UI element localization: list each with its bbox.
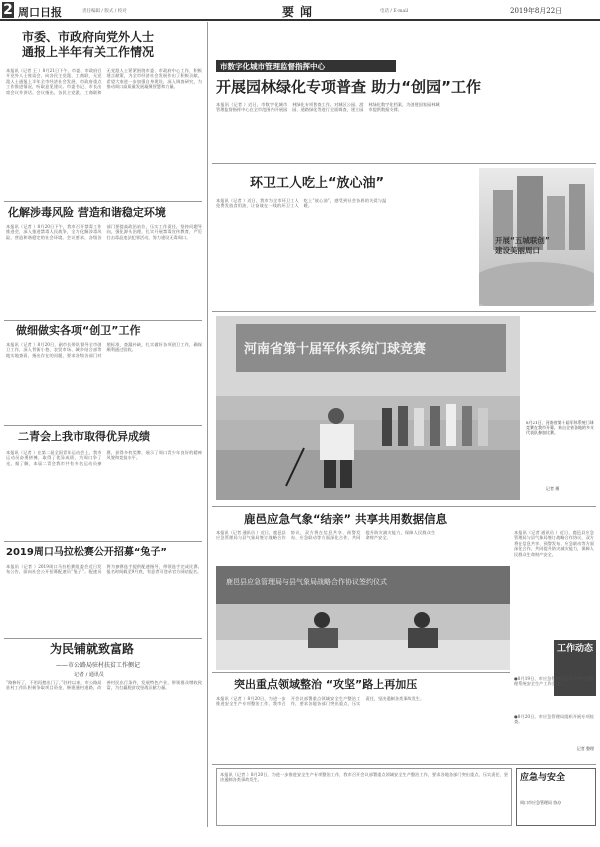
divider [4,320,202,321]
bottom-headline: 突出重点领域整治 “攻坚”路上再加压 [234,678,418,691]
main-headline: 开展园林绿化专项普查 助力“创园”工作 [216,78,481,96]
article6-headline: 为民铺就致富路 [50,642,135,656]
editor-line: 责任编辑 / 版式 / 校对 [82,9,127,14]
divider [4,425,202,426]
divider [212,764,596,765]
article2-headline: 化解涉毒风险 营造和谐稳定环境 [8,206,166,219]
section-title: 要闻 [282,5,319,19]
campaign-banner [479,168,594,306]
divider [4,638,202,639]
work-news-title: 工作动态 [556,644,593,654]
article6-subheadline: ——市公路局驻村扶贫工作侧记 [56,662,141,669]
campaign-banner-text: 开展“五城联创” 建设美丽周口 [495,236,550,255]
article6-body: “路修好了，不用再愁出门了。”驻村以来，市公路局驻村工作队积极争取项目资金，修建通村道路，改善村民出行条件，发展特色产业，带领群众增收致富，为打赢脱贫攻坚战贡献力量。 [6,680,202,691]
luyi-body-right: 本报讯（记者 通讯员 ）近日，鹿邑县应急管理局与县气象局签订战略合作协议，双方将在信息共享、预警发布、应急联动等方面深化合作，共同提升防灾减灾能力，保障人民群众生命财产安全。 [514,530,594,557]
sanitation-body: 本报讯（记者 ）近日，我市为全市环卫工人免费发放食用油，让奋战在一线的环卫工人吃上“放心油”，感受到社会各界的关爱与温暖。 [216,198,387,209]
divider [212,672,510,673]
footer-note: 本报讯（记者 ）8月20日，为进一步推进安全生产专项整治工作，我市召开会议部署重点领域安全生产整治工作，要求各地各部门突出重点，压实责任，坚决遏制各类事故发生。 [220,772,508,783]
article3-headline: 做细做实各项“创卫”工作 [16,324,141,337]
safety-kicker: 应急与安全 [520,773,566,783]
article5-body: 本报讯（记者 ）2019周口马拉松赛组委会近日发布公告，面向社会公开招募配速员“兔子”。配速员将为参赛选手提供配速指导，带领选手完成比赛。报名时间截至9月底，有意者可登录官方网站报名。 [6,564,202,575]
divider [212,311,596,312]
kicker: 市数字化城市管理监督指挥中心 [220,62,325,71]
issue-date: 2019年8月22日 [510,7,563,15]
article4-headline: 二青会上我市取得优异成绩 [18,430,150,443]
work-news-item-2: ●8月20日，市应急管理局组织开展专项检查。 [514,714,594,725]
masthead-rule [0,19,600,21]
article5-headline: 2019周口马拉松赛公开招募“兔子” [6,547,167,558]
luyi-headline: 鹿邑应急气象“结亲” 共享共用数据信息 [244,512,448,526]
article2-body: 本报讯（记者 ）8月20日下午，我市召开禁毒工作推进会，深入推进禁毒人民战争，全力化解涉毒风险，营造和谐稳定的社会环境。会议要求，各级各部门要提高政治站位，压实工作责任，坚持问题导向，强化源头治理，扎实开展禁毒宣传教育，严厉打击毒品违法犯罪活动，努力建设无毒周口。 [6,224,202,240]
paper-name: 周口日报 [18,6,62,19]
article1-body: 本报讯（记者 王 ）8月21日下午，市委、市政府召开党外人士座谈会，向各民主党派、工商联、无党派人士通报上半年全市经济社会发展、市政府重点工作推进情况，听取意见建议。市委书记、市长出席会议并讲话。会议指出，各民主党派、工商联和无党派人士紧紧围绕市委、市政府中心工作，积极建言献策，为全市经济社会发展作出了积极贡献。希望大家进一步加强自身建设，深入调查研究，为推动周口高质量发展凝聚智慧和力量。 [6,68,202,95]
signing-photo [216,566,510,670]
photo-caption: 8月21日，河南省第十届军休系统门球竞赛在我市开幕，来自全省各地的多支代表队参加比赛。 [526,420,594,435]
column-divider [207,22,208,827]
masthead [0,0,600,20]
divider [4,201,202,202]
divider [212,506,596,507]
work-news-item-1: ●8月19日，市应急管理局召开全市应急管理系统安全生产工作会议。 [514,676,594,687]
sanitation-headline: 环卫工人吃上“放心油” [250,176,385,191]
main-body: 本报讯（记者 ）近日，市数字化城市管理监督指挥中心在全市范围内开展园林绿化专项普查工作，对城区公园、游园、道路绿化等进行全面调查，建立园林绿化数字化档案，为创建国家园林城市提供数据支撑。 [216,102,440,113]
article1-headline: 市委、市政府向党外人士 通报上半年有关工作情况 [22,30,155,59]
gateball-photo [216,316,520,500]
signing-banner-text: 鹿邑县应急管理局与县气象局战略合作协议签约仪式 [226,578,387,586]
page-number: 2 [3,2,13,18]
divider [4,541,202,542]
photo-credit: 记者 摄 [546,486,560,491]
gateball-banner-text: 河南省第十届军休系统门球竞赛 [244,342,427,357]
contact-line: 电话 / E-mail [380,9,409,14]
left-column [0,22,205,827]
article3-body: 本报讯（记者 ）8月20日，副市长带队督导全市创卫工作，深入背街小巷、农贸市场、城乡结合部等地实地查看，指出存在的问题，要求各级各部门对照标准，查漏补缺，扎实做好各项创卫工作，确保顺利通过验收。 [6,342,202,358]
luyi-body-left: 本报讯（记者 通讯员 ）近日，鹿邑县应急管理局与县气象局签订战略合作协议，双方将在信息共享、预警发布、应急联动等方面深化合作，共同提升防灾减灾能力，保障人民群众生命财产安全。 [216,530,436,541]
bottom-body: 本报讯（记者 ）8月20日，为进一步推进安全生产专项整治工作，我市召开会议部署重点领域安全生产整治工作，要求各地各部门突出重点，压实责任，坚决遏制各类事故发生。 [216,696,425,707]
article6-byline: 记者 / 通讯员 [74,672,104,678]
safety-footer: 周口市应急管理局 协办 [520,800,562,805]
article4-body: 本报讯（记者 ）在第二届全国青年运动会上，我市运动员奋勇拼搏，取得了优异成绩，为周口争了光。据了解，本届二青会我市共有多名运动员参赛，获得多枚奖牌，展示了周口青少年良好的精神风貌和竞技水平。 [6,450,202,466]
work-news-credit: 记者 整理 [576,746,594,751]
divider [212,163,596,164]
